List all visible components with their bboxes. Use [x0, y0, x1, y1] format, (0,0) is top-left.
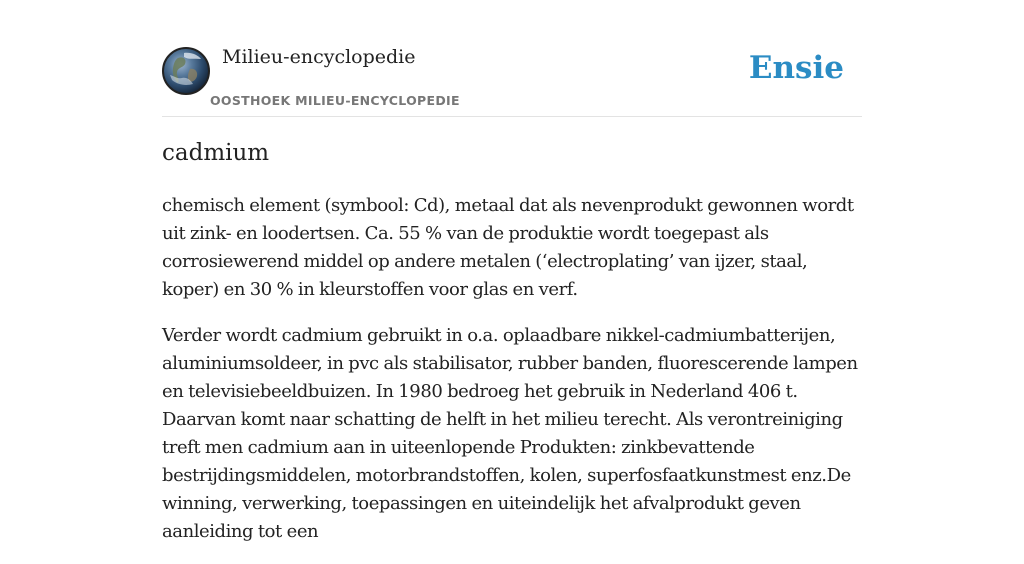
entry-body [162, 192, 862, 564]
site-subtitle[interactable]: OOSTHOEK MILIEU-ENCYCLOPEDIE [210, 93, 460, 108]
site-title[interactable]: Milieu-encyclopedie [222, 46, 416, 68]
paragraph: Verder wordt cadmium gebruikt in o.a. oplaadbare nikkel-cadmiumbatterijen, aluminiumsoldeer, in pvc als stabilisator, rubber banden, fluorescerende lampen en televisiebeeldbuizen. In 1980 bedroeg het gebruik in Nederland 406 t. Daarvan komt naar schatting de helft in het milieu terecht. Als verontreiniging treft men cadmium aan in uiteenlopende Produkten: zinkbevattende bestrijdingsmiddelen, motorbrandstoffen, kolen, superfosfaatkunstmest enz.De winning, verwerking, toepassingen en uiteindelijk het afvalprodukt geven aanleiding tot een [162, 325, 858, 542]
site-header [162, 40, 862, 117]
entry-title: cadmium [162, 140, 270, 166]
paragraph: chemisch element (symbool: Cd), metaal dat als nevenprodukt gewonnen wordt uit zink- en loodertsen. Ca. 55 % van de produktie wordt toegepast als corrosiewerend middel op andere metalen (‘electroplating’ van ijzer, staal, koper) en 30 % in kleurstoffen voor glas en verf. [162, 195, 854, 300]
earth-globe-icon[interactable] [162, 47, 210, 95]
brand-logo-link[interactable]: Ensie [748, 50, 844, 86]
